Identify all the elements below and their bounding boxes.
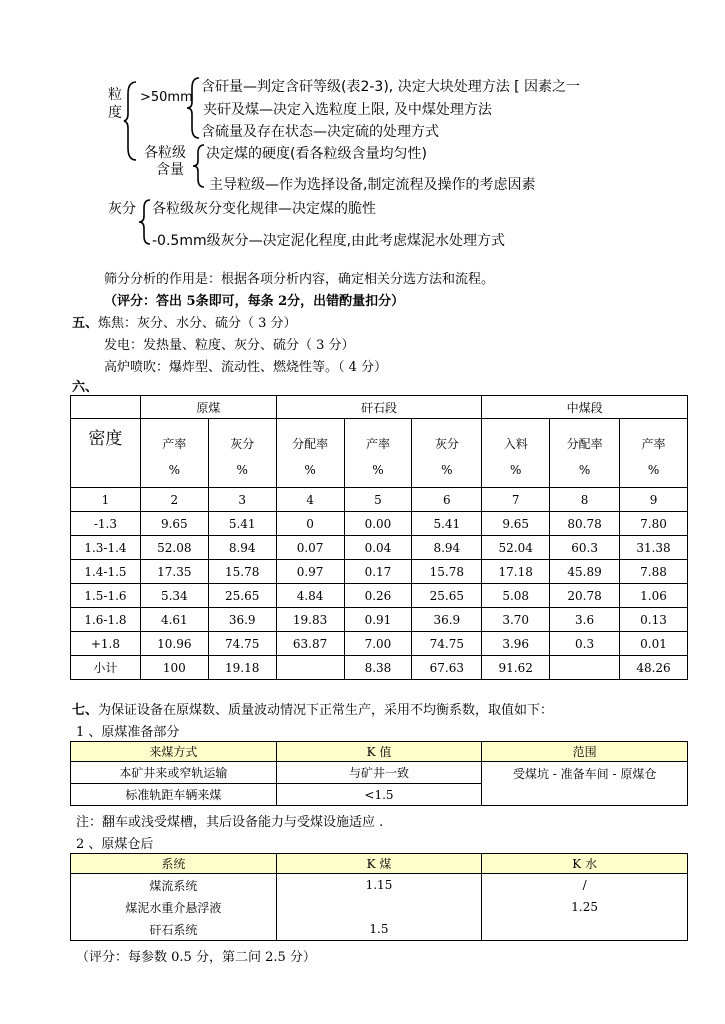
table-cell: 15.78 bbox=[208, 560, 276, 584]
section-five-text: 炼焦：灰分、水分、硫分（ 3 分） bbox=[98, 316, 297, 331]
section-seven-intro: 为保证设备在原煤数、质量波动情况下正常生产，采用不均衡系数，取值如下： bbox=[98, 703, 554, 718]
table-cell: 7 bbox=[482, 488, 550, 512]
t2-cell bbox=[276, 896, 482, 918]
table-cell: 0.3 bbox=[550, 632, 620, 656]
table-cell: 19.18 bbox=[208, 656, 276, 680]
fadian-text: 发电：发热量、粒度、灰分、硫分（ 3 分） bbox=[104, 338, 355, 353]
table-row bbox=[71, 560, 688, 584]
table-row bbox=[71, 656, 688, 680]
subsection-1-title: 1 、原煤准备部分 bbox=[76, 725, 180, 740]
table-cell: 3.96 bbox=[482, 632, 550, 656]
table-cell: 1.06 bbox=[620, 584, 688, 608]
t1-cell: 与矿井一致 bbox=[276, 762, 482, 784]
note-text: 注：翻车或浅受煤槽，其后设备能力与受煤设施适应 . bbox=[76, 815, 384, 830]
t1-cell: <1.5 bbox=[276, 784, 482, 806]
table-cell: 74.75 bbox=[208, 632, 276, 656]
table-cell bbox=[550, 656, 620, 680]
subheader: 产率 % bbox=[140, 419, 208, 488]
header-blank bbox=[71, 396, 141, 419]
table-cell: 7.80 bbox=[620, 512, 688, 536]
table-cell: 25.65 bbox=[412, 584, 482, 608]
table-cell: 5.41 bbox=[208, 512, 276, 536]
table-cell: 3 bbox=[208, 488, 276, 512]
subheader: 产率 % bbox=[620, 419, 688, 488]
table-cell: 0.01 bbox=[620, 632, 688, 656]
table-cell: 1.6-1.8 bbox=[71, 608, 141, 632]
table-cell: 9.65 bbox=[140, 512, 208, 536]
table-cell: 36.9 bbox=[208, 608, 276, 632]
diagram-line3: 含硫量及存在状态—决定硫的处理方式 bbox=[201, 124, 439, 140]
table-cell: 31.38 bbox=[620, 536, 688, 560]
col-midu: 密度 bbox=[71, 419, 141, 488]
section-seven-number: 七、 bbox=[72, 703, 99, 718]
t1-cell: 本矿井来或窄轨运输 bbox=[71, 762, 277, 784]
diagram-line2: 夹矸及煤—决定入选粒度上限, 及中煤处理方法 bbox=[203, 102, 492, 118]
diagram-line7: -0.5mm级灰分—决定泥化程度,由此考虑煤泥水处理方式 bbox=[152, 233, 506, 249]
table-cell: 0.04 bbox=[344, 536, 412, 560]
diagram-line5: 主导粒级—作为选择设备,制定流程及操作的考虑因素 bbox=[209, 177, 536, 193]
subheader: 入料 % bbox=[482, 419, 550, 488]
section-six-heading: 六、 bbox=[72, 380, 99, 395]
table-cell: 8.94 bbox=[208, 536, 276, 560]
scoring-note-2: （评分：每参数 0.5 分，第二问 2.5 分） bbox=[76, 950, 316, 965]
table-cell: 8.38 bbox=[344, 656, 412, 680]
diagram-hanliang: 含量 bbox=[156, 162, 184, 178]
table-cell: 10.96 bbox=[140, 632, 208, 656]
table-cell: 5.41 bbox=[412, 512, 482, 536]
table-cell: 74.75 bbox=[412, 632, 482, 656]
t2-cell: 1.5 bbox=[276, 918, 482, 941]
table-cell: 0 bbox=[276, 512, 344, 536]
table-cell bbox=[276, 656, 344, 680]
subheader: 分配率 % bbox=[550, 419, 620, 488]
k-table-after-bin bbox=[70, 853, 688, 941]
brace-gt50 bbox=[187, 76, 201, 140]
table-row bbox=[71, 584, 688, 608]
t2-cell: 煤泥水重介悬浮液 bbox=[71, 896, 277, 918]
table-cell: 4.61 bbox=[140, 608, 208, 632]
t1-header-k: K 值 bbox=[276, 742, 482, 762]
table-cell: 0.97 bbox=[276, 560, 344, 584]
table-cell: 0.91 bbox=[344, 608, 412, 632]
t2-cell: / bbox=[482, 874, 688, 897]
subheader: 灰分 % bbox=[208, 419, 276, 488]
t1-header-laimei: 来煤方式 bbox=[71, 742, 277, 762]
table-cell: 20.78 bbox=[550, 584, 620, 608]
table-cell: 4 bbox=[276, 488, 344, 512]
table-cell: 3.70 bbox=[482, 608, 550, 632]
table-cell: 0.07 bbox=[276, 536, 344, 560]
t2-cell: 1.25 bbox=[482, 896, 688, 918]
section-five bbox=[72, 312, 297, 331]
table-cell: 0.26 bbox=[344, 584, 412, 608]
table-row bbox=[71, 608, 688, 632]
diagram-huifen: 灰分 bbox=[108, 201, 136, 217]
scoring-note-1: （评分：答出 5条即可，每条 2分，出错酌量扣分） bbox=[104, 294, 405, 309]
table-cell: 15.78 bbox=[412, 560, 482, 584]
table-cell: +1.8 bbox=[71, 632, 141, 656]
table-cell: 36.9 bbox=[412, 608, 482, 632]
table-cell: 91.62 bbox=[482, 656, 550, 680]
t2-header-xitong: 系统 bbox=[71, 854, 277, 874]
t2-cell: 煤流系统 bbox=[71, 874, 277, 897]
subheader: 分配率 % bbox=[276, 419, 344, 488]
table-cell: 0.00 bbox=[344, 512, 412, 536]
table-cell: 19.83 bbox=[276, 608, 344, 632]
diagram-line1: 含矸量—判定含矸等级(表2-3), 决定大块处理方法 [ 因素之一 bbox=[201, 79, 581, 95]
table-cell: 1.3-1.4 bbox=[71, 536, 141, 560]
table-cell: 1.5-1.6 bbox=[71, 584, 141, 608]
table-cell: 0.13 bbox=[620, 608, 688, 632]
shaifen-text: 筛分分析的作用是：根据各项分析内容，确定相关分选方法和流程。 bbox=[104, 272, 495, 287]
table-row bbox=[71, 632, 688, 656]
t2-cell bbox=[482, 918, 688, 941]
table-cell: 63.87 bbox=[276, 632, 344, 656]
table-cell: 48.26 bbox=[620, 656, 688, 680]
t2-header-kmei: K 煤 bbox=[276, 854, 482, 874]
table-cell: 小计 bbox=[71, 656, 141, 680]
table-cell: 67.63 bbox=[412, 656, 482, 680]
density-table-body bbox=[71, 488, 688, 680]
diagram-geliji: 各粒级 bbox=[144, 145, 186, 161]
table-cell: 80.78 bbox=[550, 512, 620, 536]
table-cell: 5 bbox=[344, 488, 412, 512]
table-cell: 5.34 bbox=[140, 584, 208, 608]
table-cell: 17.35 bbox=[140, 560, 208, 584]
table-cell: 5.08 bbox=[482, 584, 550, 608]
table-cell: -1.3 bbox=[71, 512, 141, 536]
diagram-line4: 决定煤的硬度(看各粒级含量均匀性) bbox=[206, 146, 427, 162]
section-seven bbox=[72, 699, 553, 718]
table-cell: 4.84 bbox=[276, 584, 344, 608]
t2-header-kshui: K 水 bbox=[482, 854, 688, 874]
brace-huifen bbox=[138, 198, 152, 246]
table-cell: 17.18 bbox=[482, 560, 550, 584]
table-cell: 3.6 bbox=[550, 608, 620, 632]
table-cell: 2 bbox=[140, 488, 208, 512]
table-cell: 6 bbox=[412, 488, 482, 512]
table-cell: 7.88 bbox=[620, 560, 688, 584]
t1-cell: 标准轨距车辆来煤 bbox=[71, 784, 277, 806]
table-row bbox=[71, 536, 688, 560]
t2-cell: 1.15 bbox=[276, 874, 482, 897]
section-five-number: 五、 bbox=[72, 316, 99, 331]
table-cell: 0.17 bbox=[344, 560, 412, 584]
table-cell: 1 bbox=[71, 488, 141, 512]
diagram-lidu: 粒度 bbox=[108, 87, 122, 121]
table-cell: 9 bbox=[620, 488, 688, 512]
table-cell: 52.04 bbox=[482, 536, 550, 560]
subsection-2-title: 2 、原煤仓后 bbox=[76, 837, 154, 852]
table-cell: 7.00 bbox=[344, 632, 412, 656]
brace-lidu bbox=[124, 80, 138, 162]
table-cell: 25.65 bbox=[208, 584, 276, 608]
table-row bbox=[71, 488, 688, 512]
t1-range: 受煤坑 - 准备车间 - 原煤仓 bbox=[482, 762, 688, 806]
t2-cell: 矸石系统 bbox=[71, 918, 277, 941]
k-table-raw-coal bbox=[70, 741, 688, 806]
diagram-gt50mm: >50mm bbox=[140, 90, 193, 105]
table-cell: 60.3 bbox=[550, 536, 620, 560]
table-cell: 45.89 bbox=[550, 560, 620, 584]
table-cell: 1.4-1.5 bbox=[71, 560, 141, 584]
table-row bbox=[71, 512, 688, 536]
table-cell: 8.94 bbox=[412, 536, 482, 560]
density-table bbox=[70, 395, 688, 680]
group-ganshi: 矸石段 bbox=[276, 396, 482, 419]
diagram-line6: 各粒级灰分变化规律—决定煤的脆性 bbox=[152, 201, 376, 217]
brace-geliji bbox=[192, 143, 206, 189]
table-cell: 100 bbox=[140, 656, 208, 680]
table-cell: 8 bbox=[550, 488, 620, 512]
gaolu-text: 高炉喷吹：爆炸型、流动性、燃烧性等。（ 4 分） bbox=[104, 360, 388, 375]
table-cell: 52.08 bbox=[140, 536, 208, 560]
group-yuanmei: 原煤 bbox=[140, 396, 276, 419]
subheader: 灰分 % bbox=[412, 419, 482, 488]
table-cell: 9.65 bbox=[482, 512, 550, 536]
group-zhongmei: 中煤段 bbox=[482, 396, 688, 419]
t1-header-fanwei: 范围 bbox=[482, 742, 688, 762]
subheader: 产率 % bbox=[344, 419, 412, 488]
